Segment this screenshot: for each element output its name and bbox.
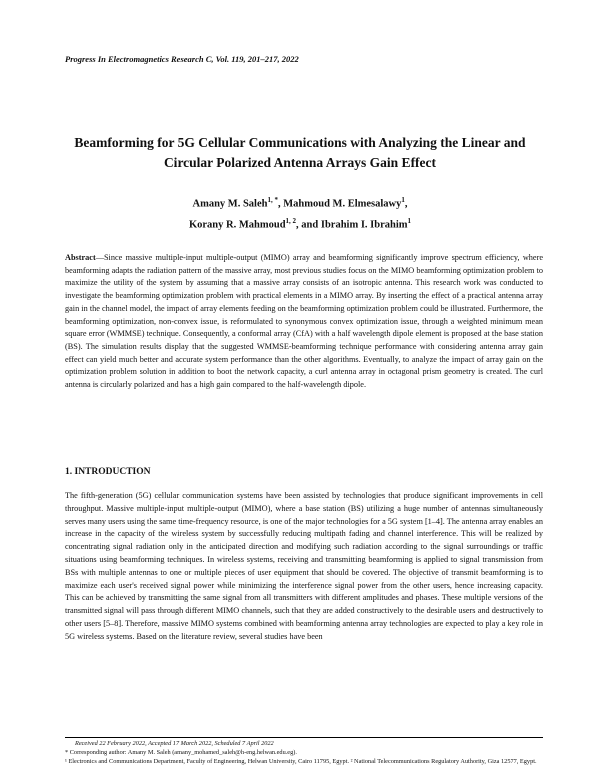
footnotes [65, 739, 543, 767]
affiliations: ¹ Electronics and Communications Department, Faculty of Engineering, Helwan University, Cairo 11795, Egypt. ² National Telecommunications Regulatory Authority, Giza 12577, Egypt. [65, 758, 537, 766]
received-dates: Received 22 February 2022, Accepted 17 March 2022, Scheduled 7 April 2022 [75, 740, 274, 747]
author-affiliation-mark: 1 [401, 196, 405, 204]
author-affiliation-mark: 1, * [267, 196, 278, 204]
author-affiliation-mark: 1, 2 [285, 216, 297, 225]
paper-title: Beamforming for 5G Cellular Communications with Analyzing the Linear and Circular Polarized Antenna Arrays Gain Effect [74, 135, 526, 170]
author-name: Korany R. Mahmoud [188, 219, 286, 230]
section-heading: 1. INTRODUCTION [65, 467, 151, 477]
author-name: Mahmoud M. Elmesalawy [283, 198, 402, 210]
footnote-rule [65, 737, 543, 738]
author-list: Amany M. Saleh$^{1, *}$, Mahmoud M. Elmesalawy$^1$, Korany R. Mahmoud$^{1, 2}$, and Ibrahim I. Ibrahim$^1$ [188, 196, 411, 230]
author-name: Ibrahim I. Ibrahim [320, 219, 408, 230]
journal-header: Progress In Electromagnetics Research C, Vol. 119, 201–217, 2022 [65, 54, 299, 64]
abstract [65, 252, 543, 392]
abstract-text: —Since massive multiple-input multiple-output (MIMO) array and beamforming significantly improve spectrum efficiency, where beamforming adapts the radiation pattern of the massive array, most previous studies focus on the MIMO beamforming optimization problem to maximize the utility of the system by assuming that a massive array consists of an isotropic antenna. This research work was conducted to investigate the beamforming optimization problem with practical elements in a MIMO array. By inserting the effect of a practical antenna array gain in the channel model, the impact of array elements feeding on the beamforming optimization problem could be illustrated. Furthermore, the beamforming optimization, non-convex issue, is reformulated to synonymous convex optimization issue, through a weighted minimum mean square error (WMMSE) technique. Consequently, a conformal array (CfA) with a half wavelength dipole element is proposed at the base station (BS). The simulation results display that the suggested WMMSE-beamforming technique performance with considering antenna array gain effect can yield much better and accurate system performance than the other algorithms. Eventually, to analyze the impact of array gain on the optimization problem solution in addition to boot the network capacity, a curl antenna array in octagonal prism geometry is created. The curl antenna is circularly polarized and has a high gain compared to the half-wavelength dipole. [65, 253, 543, 390]
abstract-label: Abstract [65, 253, 96, 262]
author-affiliation-mark: 1 [407, 216, 411, 225]
author-name: Amany M. Saleh [192, 198, 268, 210]
introduction-text: The fifth-generation (5G) cellular communication systems have been assisted by technologies that produce significant improvements in cell throughput. Massive multiple-input multiple-output (MIMO), where a base station (BS) utilizing a huge number of antennas simultaneously serves many users using the same time-frequency resource, is one of the major technologies for a 5G system [1–4]. The antenna array enables an increase in the capacity of the wireless system by successfully reducing multipath fading and channel interference. This will be realized by concentrating signal radiation only in the anticipated direction and modifying such radiation according to the signal surroundings or traffic situations using beamforming techniques. In wireless systems, receiving and transmitting beamforming is applied to signal transmission from BSs with multiple antennas to one or multiple pieces of user equipment that should be covered. The objective of transmit beamforming is to maximize each user's received signal power while minimizing the interference signal power from the other users, hence increasing capacity. This can be achieved by transmitting the same signal from all transmitters with different amplitudes and phases. These multiple versions of the transmitted signal will pass through different MIMO channels, such that they are added constructively to the desirable users and destructively to other users [5–8]. Therefore, massive MIMO systems combined with beamforming antenna array technologies are expected to play a key role in 5G wireless systems. Based on the literature review, several studies have been [65, 491, 543, 641]
corresponding-author: * Corresponding author: Amany M. Saleh (amany_mohamed_saleh@h-eng.helwan.edu.eg). [65, 749, 297, 757]
